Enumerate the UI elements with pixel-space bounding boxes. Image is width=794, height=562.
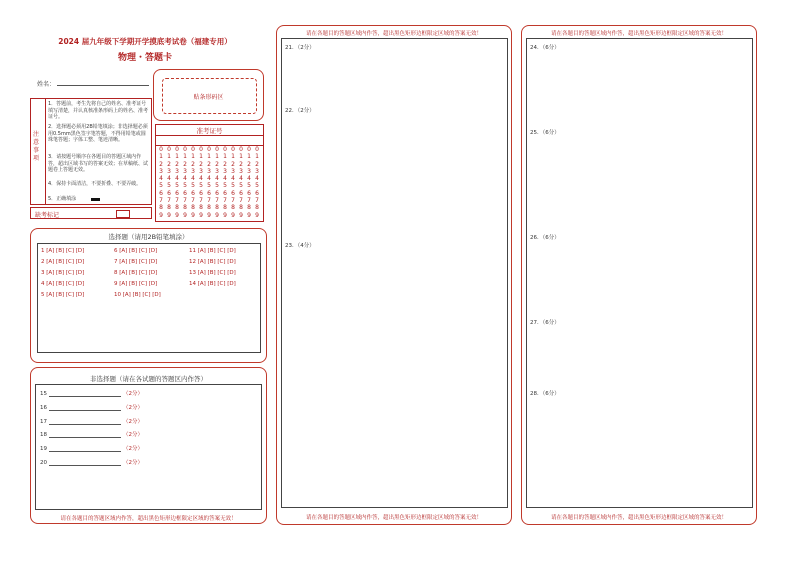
exam-title: 2024 届九年级下学期开学摸底考试卷（福建专用）	[58, 37, 232, 46]
question-label: 23．（4分）	[285, 243, 315, 249]
choice-row[interactable]: 11 [A] [B] [C] [D]	[189, 248, 236, 254]
question-label: 28．（6分）	[530, 391, 560, 397]
choice-row[interactable]: 13 [A] [B] [C] [D]	[189, 270, 236, 276]
choice-row[interactable]: 4 [A] [B] [C] [D]	[41, 281, 85, 287]
digit-column[interactable]: 0 1 2 3 4 5 6 7 8 9	[191, 146, 195, 219]
choice-row[interactable]: 8 [A] [B] [C] [D]	[114, 270, 158, 276]
notice-box	[30, 98, 152, 205]
choice-row[interactable]: 5 [A] [B] [C] [D]	[41, 292, 85, 298]
notice-title: 注意事项	[33, 131, 40, 162]
barcode-box	[153, 69, 264, 121]
fill-blank-row[interactable]: 16 （2分）	[40, 405, 143, 411]
answer-column-3	[521, 25, 757, 525]
choice-row[interactable]: 6 [A] [B] [C] [D]	[114, 248, 158, 254]
name-label: 姓名：	[37, 81, 56, 88]
absent-box	[30, 207, 152, 219]
choice-row[interactable]: 14 [A] [B] [C] [D]	[189, 281, 236, 287]
digit-column[interactable]: 0 1 2 3 4 5 6 7 8 9	[167, 146, 171, 219]
fill-blank-row[interactable]: 20 （2分）	[40, 460, 143, 466]
question-label: 21．（2分）	[285, 45, 315, 51]
notice-item: 5．正确填涂	[48, 196, 77, 202]
warning-text: 请在各题目的答题区域内作答，超出黑色矩形边框限定区域的答案无效！	[305, 31, 482, 37]
choice-row[interactable]: 1 [A] [B] [C] [D]	[41, 248, 85, 254]
exam-number-write-row[interactable]	[156, 136, 263, 146]
subject-title: 物理・答题卡	[117, 53, 172, 63]
fill-blank-row[interactable]: 19 （2分）	[40, 446, 143, 452]
choice-row[interactable]: 2 [A] [B] [C] [D]	[41, 259, 85, 265]
choice-row[interactable]: 12 [A] [B] [C] [D]	[189, 259, 236, 265]
answer-area[interactable]	[281, 38, 508, 508]
notice-item: 2．选择题必须用2B铅笔填涂；非选择题必须用0.5mm黑色签字笔答题，不得用铅笔或圆珠笔答题；字体工整、笔迹清晰。	[48, 124, 148, 143]
non-choice-title: 非选择题（请在各试题的答题区内作答）	[90, 375, 207, 383]
fill-blank-row[interactable]: 17 （2分）	[40, 419, 143, 425]
choice-row[interactable]: 10 [A] [B] [C] [D]	[114, 292, 161, 298]
warning-text: 请在各题目的答题区域内作答，超出黑色矩形边框限定区域的答案无效！	[60, 516, 237, 522]
notice-item: 1．答题前，考生先将自己的姓名、准考证号填写清楚，并认真核准条形码上的姓名、准考证号。	[48, 101, 149, 120]
fill-blank-row[interactable]: 15 （2分）	[40, 391, 143, 397]
digit-column[interactable]: 0 1 2 3 4 5 6 7 8 9	[239, 146, 243, 219]
digit-column[interactable]: 0 1 2 3 4 5 6 7 8 9	[159, 146, 163, 219]
exam-number-title: 准考证号	[196, 127, 223, 135]
digit-column[interactable]: 0 1 2 3 4 5 6 7 8 9	[215, 146, 219, 219]
absent-checkbox[interactable]	[116, 210, 130, 218]
answer-column-2	[276, 25, 512, 525]
digit-column[interactable]: 0 1 2 3 4 5 6 7 8 9	[231, 146, 235, 219]
question-label: 27．（6分）	[530, 320, 560, 326]
barcode-label: 贴条形码区	[193, 94, 224, 101]
notice-item: 3．请按题号顺序在各题目的答题区域内作答，超出区域书写的答案无效；在草稿纸、试题卷上答题无效。	[48, 154, 149, 173]
choice-row[interactable]: 3 [A] [B] [C] [D]	[41, 270, 85, 276]
warning-text: 请在各题目的答题区域内作答，超出黑色矩形边框限定区域的答案无效！	[305, 515, 482, 521]
name-line[interactable]	[57, 85, 149, 86]
question-label: 24．（6分）	[530, 45, 560, 51]
choice-row[interactable]: 9 [A] [B] [C] [D]	[114, 281, 158, 287]
question-label: 26．（6分）	[530, 235, 560, 241]
digit-column[interactable]: 0 1 2 3 4 5 6 7 8 9	[223, 146, 227, 219]
digit-column[interactable]: 0 1 2 3 4 5 6 7 8 9	[175, 146, 179, 219]
choice-row[interactable]: 7 [A] [B] [C] [D]	[114, 259, 158, 265]
warning-text: 请在各题目的答题区域内作答，超出黑色矩形边框限定区域的答案无效！	[550, 515, 727, 521]
notice-item: 4．保持卡面清洁，不要折叠、不要弄破。	[48, 181, 142, 187]
filled-mark-sample	[91, 198, 100, 201]
multiple-choice-title: 选择题（请用2B铅笔填涂）	[108, 233, 189, 241]
digit-column[interactable]: 0 1 2 3 4 5 6 7 8 9	[247, 146, 251, 219]
question-label: 22．（2分）	[285, 108, 315, 114]
warning-text: 请在各题目的答题区域内作答，超出黑色矩形边框限定区域的答案无效！	[550, 31, 727, 37]
fill-blank-row[interactable]: 18 （2分）	[40, 432, 143, 438]
digit-column[interactable]: 0 1 2 3 4 5 6 7 8 9	[255, 146, 259, 219]
absent-label: 缺考标记	[35, 212, 60, 219]
question-label: 25．（6分）	[530, 130, 560, 136]
digit-column[interactable]: 0 1 2 3 4 5 6 7 8 9	[199, 146, 203, 219]
digit-column[interactable]: 0 1 2 3 4 5 6 7 8 9	[207, 146, 211, 219]
answer-area[interactable]	[526, 38, 753, 508]
digit-column[interactable]: 0 1 2 3 4 5 6 7 8 9	[183, 146, 187, 219]
